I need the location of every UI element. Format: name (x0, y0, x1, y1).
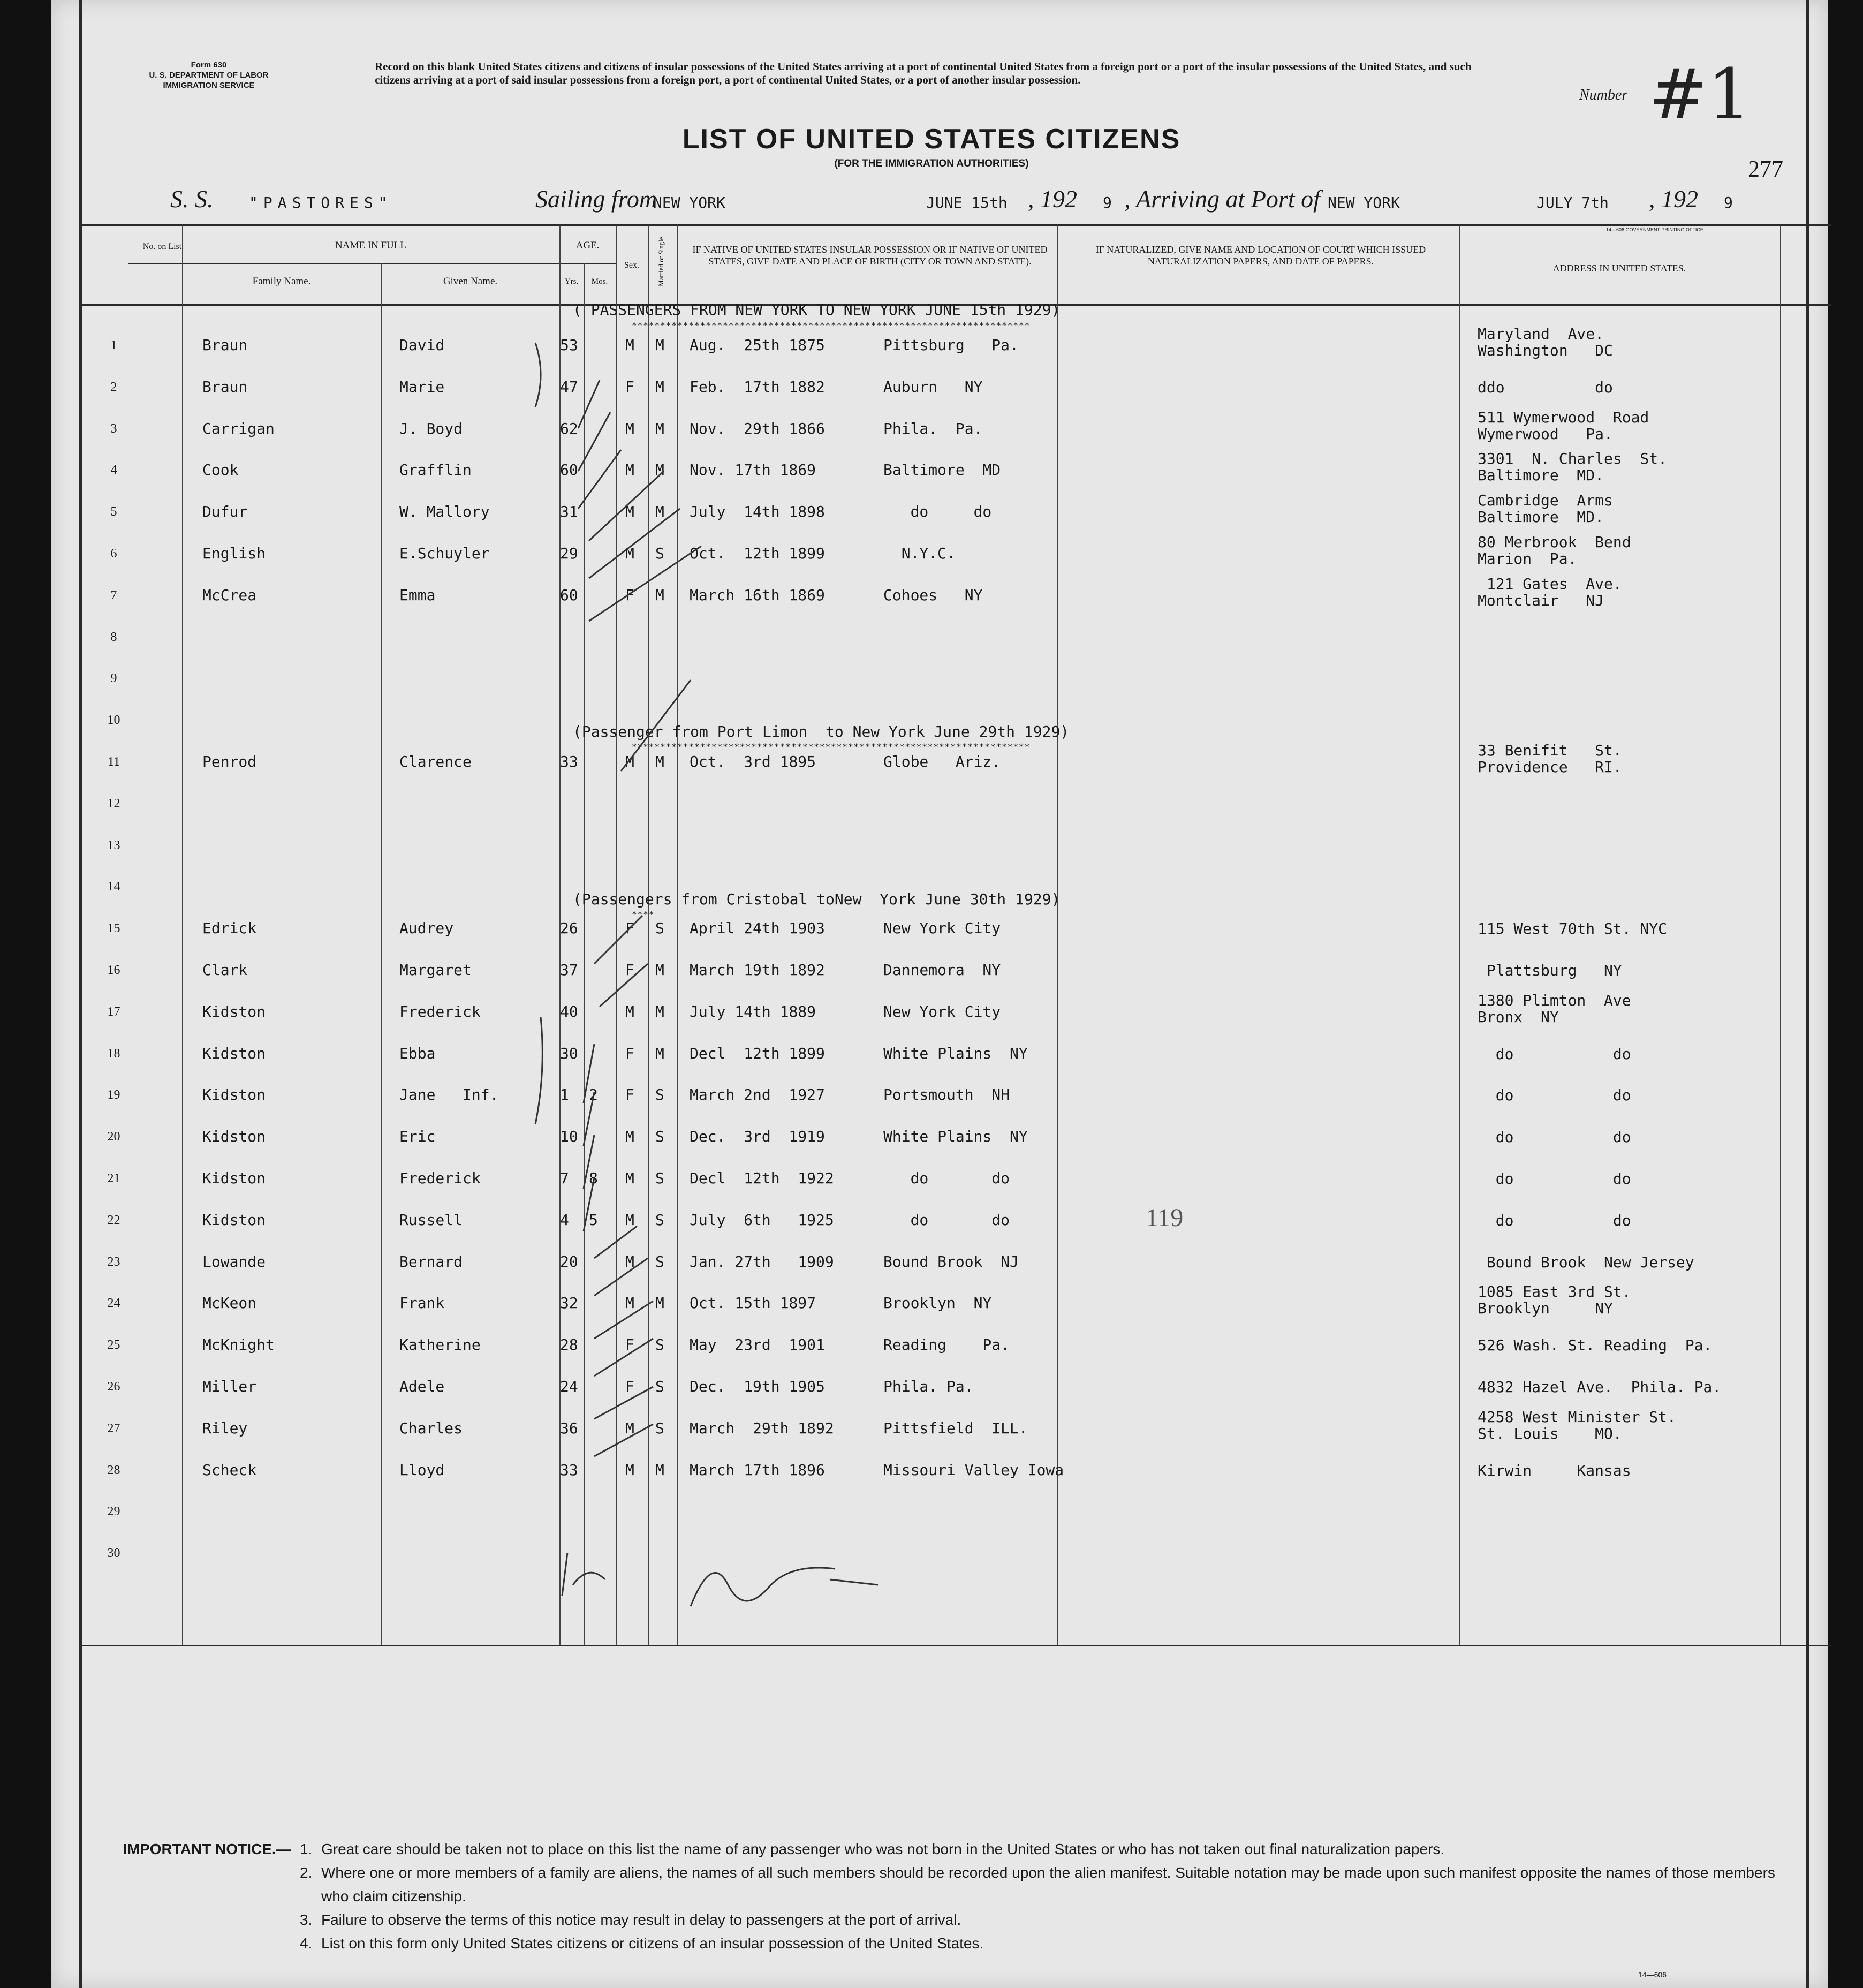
address-line-2: do do (1478, 1170, 1631, 1188)
given-name: Bernard (399, 1252, 463, 1271)
birth-place: Phila. Pa. (883, 1378, 974, 1395)
age-years: 47 (560, 377, 578, 396)
birth-date: Nov. 29th 1866 (690, 419, 825, 437)
row-number: 3 (110, 421, 117, 436)
age-years: 7 (560, 1169, 569, 1187)
birth-place: do do (883, 1211, 1010, 1229)
address-line-2: do do (1478, 1128, 1631, 1146)
header-given: Given Name. (443, 276, 498, 287)
footer-code: 14—606 (1638, 1970, 1667, 1979)
sex: M (625, 1002, 634, 1021)
section-note-3-underline: **** (632, 909, 655, 919)
marital-status: M (655, 1044, 664, 1062)
birth-date: April 24th 1903 (690, 919, 825, 938)
given-name: Frederick (399, 1169, 481, 1187)
sex: M (625, 1128, 634, 1146)
given-name: Charles (399, 1419, 463, 1437)
address-line-2: Bronx NY (1478, 1008, 1559, 1026)
family-name: Kidston (202, 1211, 266, 1229)
family-name: McKeon (202, 1294, 257, 1312)
given-name: E.Schuyler (399, 545, 490, 562)
year-digit-2: 9 (1724, 194, 1733, 211)
marital-status: M (655, 377, 664, 396)
ss-label: S. S. (170, 185, 214, 213)
row-number: 5 (110, 505, 117, 519)
row-number: 10 (107, 713, 120, 728)
given-name: Margaret (399, 961, 472, 979)
header-sex: Sex. (624, 261, 639, 270)
birth-date: Feb. 17th 1882 (690, 377, 825, 396)
row-number: 2 (110, 380, 117, 394)
year-label: , 192 (1028, 185, 1077, 213)
given-name: Eric (399, 1128, 436, 1146)
number-handwritten: #1 (1649, 54, 1752, 135)
given-name: Clarence (399, 753, 472, 770)
to-date: JULY 7th (1536, 194, 1609, 211)
birth-place: do do (883, 1169, 1010, 1187)
number-label: Number (1579, 87, 1628, 103)
birth-date: Nov. 17th 1869 (690, 461, 816, 479)
ship-name: "PASTORES" (249, 194, 393, 211)
checkmark-strokes-2 (589, 471, 701, 621)
given-name: Grafflin (399, 461, 472, 479)
row-number: 24 (107, 1296, 120, 1311)
header-family: Family Name. (252, 276, 311, 287)
age-months: 8 (589, 1169, 598, 1187)
age-years: 28 (560, 1336, 578, 1354)
page-subtitle: (FOR THE IMMIGRATION AUTHORITIES) (834, 158, 1029, 169)
row-number: 6 (110, 547, 117, 561)
address-line-2: do do (1478, 1211, 1631, 1229)
row-number: 4 (110, 463, 117, 478)
age-years: 24 (560, 1378, 578, 1395)
row-number: 7 (110, 588, 117, 602)
birth-date: Decl 12th 1922 (690, 1169, 834, 1187)
birth-date: Oct. 12th 1899 (690, 545, 825, 562)
address-line-2: 526 Wash. St. Reading Pa. (1478, 1336, 1713, 1355)
address-line-2: Brooklyn NY (1478, 1299, 1613, 1318)
address-line-2: Bound Brook New Jersey (1478, 1253, 1694, 1271)
from-port: NEW YORK (653, 194, 725, 211)
sex: F (625, 961, 634, 979)
row-number: 8 (110, 630, 117, 644)
row-number: 23 (107, 1254, 120, 1269)
marital-status: S (655, 919, 664, 938)
marital-status: M (655, 336, 664, 354)
birth-place: Brooklyn NY (883, 1294, 992, 1312)
given-name: David (399, 336, 445, 354)
checkmark-strokes-6 (594, 1226, 653, 1456)
address-line-2: Baltimore MD. (1478, 466, 1604, 485)
family-name: Scheck (202, 1461, 257, 1479)
birth-place: Baltimore MD (883, 461, 1001, 479)
age-years: 53 (560, 336, 578, 354)
notice-item-number: 1. (300, 1841, 313, 1857)
given-name: Jane Inf. (399, 1086, 499, 1104)
row-number: 18 (107, 1046, 120, 1061)
address-line-2: do do (1478, 1086, 1631, 1105)
birth-date: March 17th 1896 (690, 1461, 825, 1479)
birth-date: July 6th 1925 (690, 1211, 834, 1229)
header-birth: IF NATIVE OF UNITED STATES INSULAR POSSESSION OR IF NATIVE OF UNITED STATES, GIVE DATE AND PLACE OF BIRTH (CITY OR TOWN AND STATE). (692, 244, 1048, 267)
row-number: 17 (107, 1004, 120, 1019)
birth-place: N.Y.C. (883, 545, 956, 562)
address-line-2: St. Louis MO. (1478, 1424, 1622, 1442)
notice-item-text: Great care should be taken not to place on this list the name of any passenger who was not born in the United States or who has not taken out final naturalization papers. (321, 1841, 1445, 1857)
birth-date: July 14th 1889 (690, 1002, 816, 1021)
birth-date: Oct. 3rd 1895 (690, 753, 816, 770)
marital-status: M (655, 753, 664, 770)
row-number: 26 (107, 1380, 120, 1394)
marital-status: M (655, 961, 664, 979)
sex: M (625, 753, 634, 770)
address-line-1: 121 Gates Ave. (1478, 575, 1622, 593)
margin-note-119: 119 (1146, 1204, 1184, 1232)
marital-status: S (655, 545, 664, 562)
checkmark-strokes-3 (621, 680, 691, 771)
family-name: Braun (202, 377, 248, 396)
checkmark-strokes-1 (578, 380, 621, 509)
given-name: Lloyd (399, 1461, 445, 1479)
age-years: 4 (560, 1211, 569, 1229)
age-months: 2 (589, 1086, 598, 1104)
sex: M (625, 461, 634, 479)
family-name: Riley (202, 1419, 248, 1437)
family-name: Kidston (202, 1044, 266, 1062)
sex: M (625, 503, 634, 521)
row-number: 9 (110, 671, 117, 686)
address-line-2: Providence RI. (1478, 758, 1622, 776)
row-number: 16 (107, 963, 120, 977)
row-number: 28 (107, 1463, 120, 1477)
address-line-2: Baltimore MD. (1478, 508, 1604, 526)
printing-office: 14—606 GOVERNMENT PRINTING OFFICE (1606, 227, 1703, 232)
address-line-1: 4258 West Minister St. (1478, 1408, 1676, 1426)
marital-status: M (655, 586, 664, 604)
age-years: 60 (560, 461, 578, 479)
birth-date: Jan. 27th 1909 (690, 1252, 834, 1271)
notice-item (300, 1908, 1777, 1932)
sex: F (625, 1086, 634, 1104)
birth-date: Dec. 3rd 1919 (690, 1128, 825, 1146)
row-number: 29 (107, 1505, 120, 1519)
year-digit: 9 (1103, 194, 1112, 211)
section-note-1: ( PASSENGERS FROM NEW YORK TO NEW YORK JUNE 15th 1929) (573, 301, 1061, 319)
birth-date: March 19th 1892 (690, 961, 825, 979)
age-years: 40 (560, 1002, 578, 1021)
page-title: LIST OF UNITED STATES CITIZENS (682, 124, 1181, 155)
birth-place: Reading Pa. (883, 1336, 1010, 1354)
header-no: No. on List. (142, 242, 184, 251)
row-number: 20 (107, 1130, 120, 1144)
birth-date: Aug. 25th 1875 (690, 336, 825, 354)
row-number: 12 (107, 796, 120, 811)
to-port: NEW YORK (1328, 194, 1400, 211)
birth-place: Phila. Pa. (883, 419, 983, 437)
header-naturalized: IF NATURALIZED, GIVE NAME AND LOCATION OF COURT WHICH ISSUED NATURALIZATION PAPERS, AND DATE OF PAPERS. (1095, 244, 1426, 267)
marital-status: M (655, 1294, 664, 1312)
age-years: 60 (560, 586, 578, 604)
given-name: Audrey (399, 919, 454, 938)
family-name: McCrea (202, 586, 257, 604)
row-number: 14 (107, 880, 120, 894)
address-line-1: 33 Benifit St. (1478, 742, 1622, 759)
from-date: JUNE 15th (926, 194, 1008, 211)
address-line-2: Plattsburg NY (1478, 962, 1622, 979)
address-line-1: Cambridge Arms (1478, 492, 1613, 510)
sex: F (625, 1044, 634, 1062)
notice-item (300, 1838, 1777, 1861)
given-name: Frank (399, 1294, 445, 1312)
row-number: 1 (110, 338, 117, 352)
address-line-2: Marion Pa. (1478, 550, 1577, 568)
row-number: 30 (107, 1546, 120, 1561)
given-name: Marie (399, 377, 445, 396)
age-years: 36 (560, 1419, 578, 1437)
checkmark-strokes-5 (584, 1044, 594, 1231)
age-months: 5 (589, 1211, 598, 1229)
birth-date: Oct. 15th 1897 (690, 1294, 816, 1312)
marital-status: S (655, 1128, 664, 1146)
row-number: 22 (107, 1213, 120, 1227)
family-name: Clark (202, 961, 248, 979)
birth-date: May 23rd 1901 (690, 1336, 825, 1354)
form-number: Form 630 (191, 61, 227, 70)
notice-item-text: Where one or more members of a family are aliens, the names of all such members should be recorded upon the alien manifest. Suitable notation may be made upon such manifest opposite the names of those members who claim citizenship. (321, 1864, 1775, 1904)
family-name: Dufur (202, 503, 248, 521)
header-married-single: Married or Single. (657, 235, 665, 286)
section-note-2: (Passenger from Port Limon to New York June 29th 1929) (573, 723, 1070, 740)
signature-initials (562, 1553, 605, 1596)
family-name: Braun (202, 336, 248, 354)
row-number: 21 (107, 1171, 120, 1185)
birth-place: Pittsburg Pa. (883, 336, 1019, 354)
row-number: 27 (107, 1421, 120, 1435)
sex: M (625, 1294, 634, 1312)
age-years: 62 (560, 419, 578, 437)
address-line-1: 80 Merbrook Bend (1478, 533, 1631, 551)
age-years: 10 (560, 1128, 578, 1146)
header-name-in-full: NAME IN FULL (335, 240, 406, 251)
birth-place: Auburn NY (883, 377, 983, 396)
notice-items (123, 1838, 1783, 1955)
age-years: 31 (560, 503, 578, 521)
age-years: 33 (560, 1461, 578, 1479)
given-name: Emma (399, 586, 436, 604)
notice-item (300, 1861, 1777, 1908)
given-name: Adele (399, 1378, 445, 1395)
year-label-2: , 192 (1649, 185, 1698, 213)
sex: M (625, 1252, 634, 1271)
birth-date: March 16th 1869 (690, 586, 825, 604)
address-line-2: Washington DC (1478, 342, 1613, 359)
family-name: Kidston (202, 1169, 266, 1187)
birth-place: New York City (883, 919, 1001, 938)
age-years: 26 (560, 919, 578, 938)
family-name: Edrick (202, 919, 257, 938)
family-name: Lowande (202, 1252, 266, 1271)
brace-2 (535, 1017, 542, 1124)
page-stamp: 277 (1748, 156, 1783, 182)
family-name: Miller (202, 1378, 257, 1395)
row-number: 25 (107, 1338, 120, 1352)
marital-status: S (655, 1378, 664, 1395)
age-years: 20 (560, 1252, 578, 1271)
birth-date: Dec. 19th 1905 (690, 1378, 825, 1395)
sex: F (625, 1378, 634, 1395)
birth-date: March 29th 1892 (690, 1419, 834, 1437)
address-line-2: ddo do (1478, 378, 1613, 396)
birth-place: Bound Brook NJ (883, 1252, 1019, 1271)
birth-place: Portsmouth NH (883, 1086, 1010, 1104)
row-number: 19 (107, 1088, 120, 1102)
inspector-signature (691, 1568, 878, 1606)
address-line-2: Kirwin Kansas (1478, 1461, 1631, 1479)
family-name: English (202, 545, 266, 562)
header-mos: Mos. (591, 277, 608, 286)
sex: F (625, 1336, 634, 1354)
family-name: Carrigan (202, 419, 275, 437)
notice-lead: IMPORTANT NOTICE.— (123, 1841, 291, 1857)
address-line-2: do do (1478, 1045, 1631, 1063)
brace-1 (535, 343, 541, 407)
sex: M (625, 336, 634, 354)
birth-place: Dannemora NY (883, 961, 1001, 979)
birth-place: White Plains NY (883, 1044, 1028, 1062)
given-name: W. Mallory (399, 503, 490, 521)
age-years: 29 (560, 545, 578, 562)
marital-status: S (655, 1419, 664, 1437)
header-yrs: Yrs. (564, 277, 579, 286)
address-line-2: Wymerwood Pa. (1478, 425, 1613, 443)
family-name: Cook (202, 461, 239, 479)
birth-place: New York City (883, 1002, 1001, 1021)
sex: M (625, 1211, 634, 1229)
service-name: IMMIGRATION SERVICE (163, 81, 255, 90)
header-address: ADDRESS IN UNITED STATES. (1553, 263, 1686, 274)
age-years: 32 (560, 1294, 578, 1312)
address-line-1: 511 Wymerwood Road (1478, 408, 1649, 426)
sex: F (625, 586, 634, 604)
marital-status: M (655, 419, 664, 437)
sex: F (625, 919, 634, 938)
marital-status: M (655, 461, 664, 479)
notice-item (300, 1932, 1777, 1955)
row-number: 15 (107, 921, 120, 936)
notice-item-text: Failure to observe the terms of this notice may result in delay to passengers at the port of arrival. (321, 1911, 961, 1928)
section-note-3: (Passengers from Cristobal toNew York June 30th 1929) (573, 890, 1061, 908)
given-name: Frederick (399, 1002, 481, 1021)
address-line-1: Maryland Ave. (1478, 325, 1604, 343)
marital-status: M (655, 503, 664, 521)
family-name: Kidston (202, 1086, 266, 1104)
section-note-1-underline: ********************************************************************** (632, 320, 1031, 330)
sailing-from-label: Sailing from (535, 185, 657, 213)
header-age: AGE. (575, 240, 600, 251)
address-line-1: 1085 East 3rd St. (1478, 1283, 1631, 1301)
checkmark-strokes-4 (594, 916, 648, 1007)
sex: M (625, 419, 634, 437)
address-line-2: Montclair NJ (1478, 591, 1604, 609)
age-years: 1 (560, 1086, 569, 1104)
marital-status: M (655, 1461, 664, 1479)
sex: M (625, 1461, 634, 1479)
marital-status: S (655, 1169, 664, 1187)
arriving-label: , Arriving at Port of (1124, 185, 1320, 213)
notice-item-text: List on this form only United States citizens or citizens of an insular possession of the United States. (321, 1935, 984, 1952)
birth-date: Decl 12th 1899 (690, 1044, 825, 1062)
given-name: Katherine (399, 1336, 481, 1354)
address-line-1: 1380 Plimton Ave (1478, 991, 1631, 1009)
address-line-1: 3301 N. Charles St. (1478, 450, 1668, 468)
birth-place: Globe Ariz. (883, 753, 1001, 770)
family-name: Kidston (202, 1002, 266, 1021)
family-name: Penrod (202, 753, 257, 770)
row-number: 13 (107, 838, 120, 852)
notice-item-number: 4. (300, 1935, 313, 1952)
birth-place: Cohoes NY (883, 586, 983, 604)
given-name: J. Boyd (399, 419, 463, 437)
age-years: 37 (560, 961, 578, 979)
birth-date: July 14th 1898 (690, 503, 825, 521)
address-line-2: 115 West 70th St. NYC (1478, 920, 1668, 938)
sex: M (625, 545, 634, 562)
birth-place: Pittsfield ILL. (883, 1419, 1028, 1437)
sex: M (625, 1169, 634, 1187)
age-years: 33 (560, 753, 578, 770)
marital-status: S (655, 1336, 664, 1354)
marital-status: S (655, 1086, 664, 1104)
family-name: Kidston (202, 1128, 266, 1146)
age-years: 30 (560, 1044, 578, 1062)
given-name: Russell (399, 1211, 463, 1229)
notice-item-number: 2. (300, 1864, 313, 1881)
sex: F (625, 377, 634, 396)
birth-place: White Plains NY (883, 1128, 1028, 1146)
birth-place: Missouri Valley Iowa (883, 1461, 1064, 1479)
row-number: 11 (107, 755, 120, 769)
address-line-2: 4832 Hazel Ave. Phila. Pa. (1478, 1378, 1722, 1396)
marital-status: S (655, 1252, 664, 1271)
section-note-2-underline: ********************************************************************** (632, 742, 1031, 752)
given-name: Ebba (399, 1044, 436, 1062)
intro-text: Record on this blank United States citizens and citizens of insular possessions of the United States arriving at a port of continental United States from a foreign port or a port of the insular possessions of the United States, and such citizens arriving at a port of said insular possessions from a foreign port, a port of continental United States, or a port of another insular possession. (375, 60, 1472, 86)
important-notice (123, 1838, 1783, 1955)
marital-status: M (655, 1002, 664, 1021)
birth-place: do do (883, 503, 992, 521)
sex: M (625, 1419, 634, 1437)
notice-item-number: 3. (300, 1911, 313, 1928)
birth-date: March 2nd 1927 (690, 1086, 825, 1104)
family-name: McKnight (202, 1336, 275, 1354)
marital-status: S (655, 1211, 664, 1229)
department-name: U. S. DEPARTMENT OF LABOR (149, 71, 269, 80)
